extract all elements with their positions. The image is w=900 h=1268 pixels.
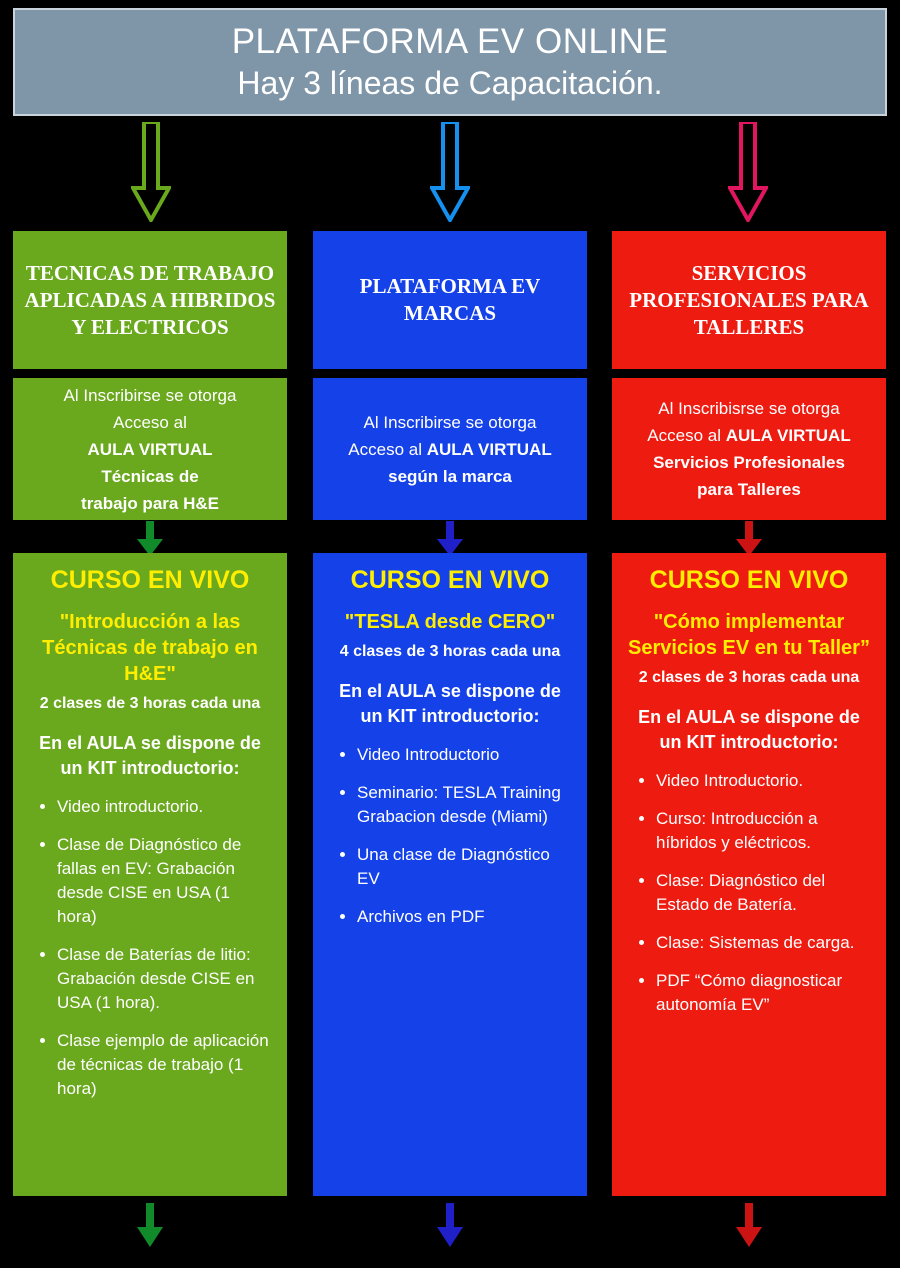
access-line-1: Al Inscribisrse se otorga [658, 399, 840, 418]
page-title-banner [13, 8, 887, 116]
down-arrow-bottom-icon-3 [734, 1203, 764, 1248]
course-head-3: CURSO EN VIVO [649, 566, 849, 594]
access-line-4: Técnicas de [101, 466, 199, 486]
course-classes-3: 2 clases de 3 horas cada una [638, 669, 860, 686]
list-item: • Video Introductorio. [656, 769, 872, 793]
kit-label-2: En el AULA se dispone de un KIT introductorio: [339, 681, 561, 726]
course-box-1 [13, 553, 287, 1196]
list-item: • Clase de Diagnóstico de fallas en EV: Grabación desde CISE en USA (1 hora) [57, 833, 273, 929]
access-line-1: Al Inscribirse se otorga [363, 412, 537, 432]
course-head-1: CURSO EN VIVO [50, 566, 250, 594]
course-box-3 [612, 553, 886, 1196]
access-line-3: AULA VIRTUAL [725, 426, 851, 445]
kit-list-2 [327, 743, 573, 929]
access-line-5: para Talleres [697, 480, 801, 499]
access-line-1: Al Inscribirse se otorga [63, 385, 237, 405]
list-item: • Archivos en PDF [357, 905, 573, 929]
access-line-2-text: Acceso al [348, 439, 422, 459]
list-item: • Una clase de Diagnóstico EV [357, 843, 573, 891]
list-item: • Clase: Diagnóstico del Estado de Batería. [656, 869, 872, 917]
list-item: • PDF “Cómo diagnosticar autonomía EV” [656, 969, 872, 1017]
down-arrow-icon-2 [430, 122, 470, 222]
kit-list-3 [626, 769, 872, 1017]
down-arrow-solid-icon-1 [135, 521, 165, 557]
list-item: • Clase de Baterías de litio: Grabación desde CISE en USA (1 hora). [57, 943, 273, 1015]
down-arrow-bottom-icon-2 [435, 1203, 465, 1248]
access-box-1 [13, 378, 287, 520]
list-item: • Clase ejemplo de aplicación de técnicas de trabajo (1 hora) [57, 1029, 273, 1101]
access-box-3 [612, 378, 886, 520]
line-title-1: TECNICAS DE TRABAJO APLICADAS A HIBRIDOS Y ELECTRICOS [13, 231, 287, 369]
course-name-1: "Introducción a las Técnicas de trabajo en H&E" [42, 611, 258, 685]
course-head-2: CURSO EN VIVO [350, 566, 550, 594]
kit-label-3: En el AULA se dispone de un KIT introductorio: [638, 707, 860, 752]
down-arrow-solid-icon-3 [734, 521, 764, 557]
access-line-3: AULA VIRTUAL [87, 439, 213, 459]
kit-label-1: En el AULA se dispone de un KIT introductorio: [39, 733, 261, 778]
list-item: • Video Introductorio [357, 743, 573, 767]
down-arrow-icon-3 [728, 122, 768, 222]
page-title: PLATAFORMA EV ONLINE [231, 22, 669, 61]
page-subtitle: Hay 3 líneas de Capacitación. [237, 65, 663, 101]
list-item: • Clase: Sistemas de carga. [656, 931, 872, 955]
access-line-2 [647, 422, 850, 449]
down-arrow-bottom-icon-1 [135, 1203, 165, 1248]
course-name-3: "Cómo implementar Servicios EV en tu Taller” [628, 611, 870, 659]
access-box-2 [313, 378, 587, 520]
course-classes-1: 2 clases de 3 horas cada una [39, 695, 261, 712]
course-box-2 [313, 553, 587, 1196]
access-line-2-text: Acceso al [647, 426, 721, 445]
access-line-5: trabajo para H&E [81, 493, 219, 513]
line-title-2: PLATAFORMA EV MARCAS [313, 231, 587, 369]
list-item: • Curso: Introducción a híbridos y eléctricos. [656, 807, 872, 855]
course-name-2: "TESLA desde CERO" [344, 611, 556, 633]
list-item: • Video introductorio. [57, 795, 273, 819]
course-classes-2: 4 clases de 3 horas cada una [339, 643, 561, 660]
line-title-3: SERVICIOS PROFESIONALES PARA TALLERES [612, 231, 886, 369]
access-line-2: Acceso al [113, 412, 187, 432]
access-line-4: según la marca [388, 466, 512, 486]
down-arrow-icon-1 [131, 122, 171, 222]
access-line-3: AULA VIRTUAL [426, 439, 552, 459]
access-line-4: Servicios Profesionales [653, 453, 845, 472]
access-line-2 [348, 436, 551, 463]
down-arrow-solid-icon-2 [435, 521, 465, 557]
list-item: • Seminario: TESLA Training Grabacion desde (Miami) [357, 781, 573, 829]
kit-list-1 [27, 795, 273, 1101]
